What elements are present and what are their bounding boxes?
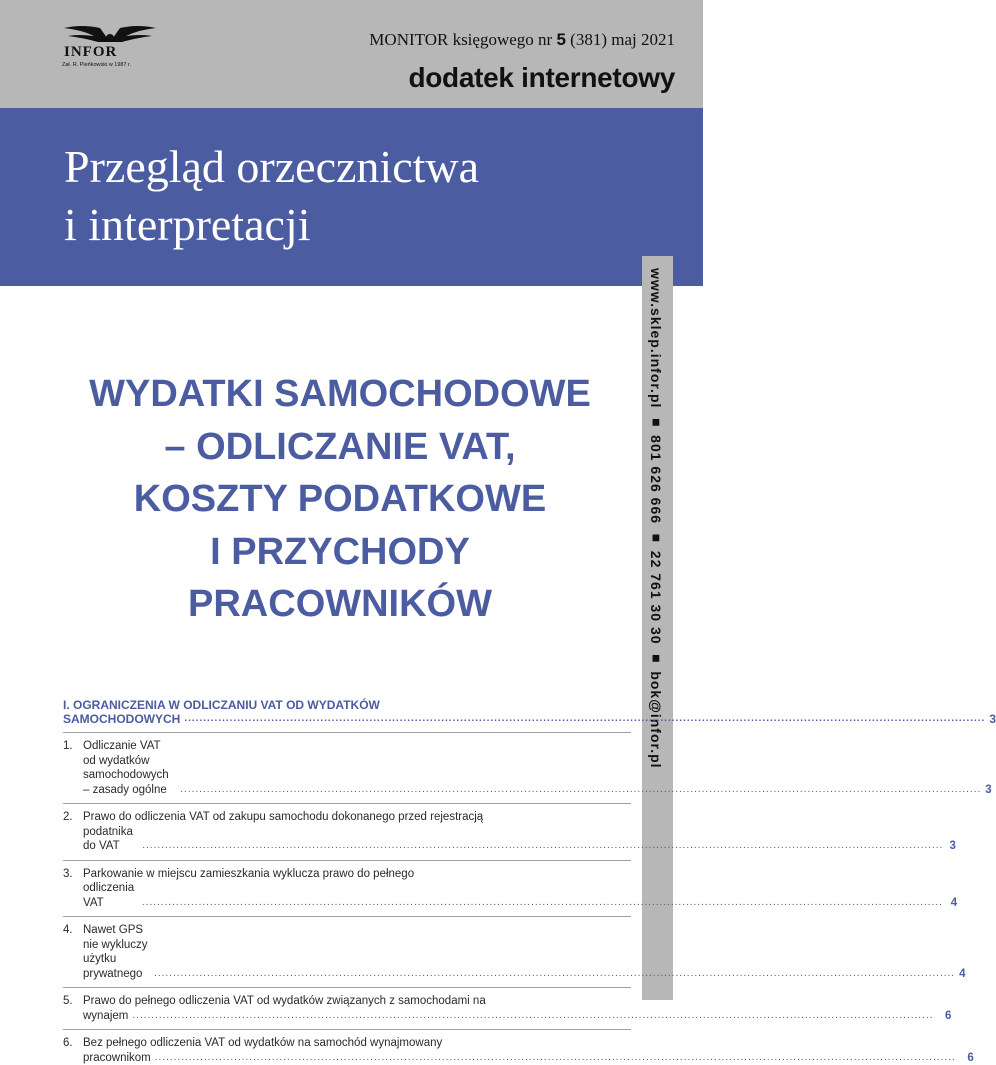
divider — [63, 987, 631, 988]
toc-page-number: 3 — [989, 712, 996, 726]
toc-section — [63, 698, 631, 726]
toc-item-text-cont: pracownikom — [83, 1051, 151, 1065]
issue-suffix: (381) maj 2021 — [570, 30, 675, 49]
toc-page-number: 6 — [937, 1009, 951, 1024]
toc-page-number: 3 — [985, 783, 991, 798]
toc-item — [63, 867, 631, 911]
main-title-line: I PRZYCHODY — [40, 526, 640, 579]
main-title-line: – ODLICZANIE VAT, — [40, 421, 640, 474]
leader-dots — [155, 1051, 956, 1065]
toc-item-number: 1. — [63, 739, 83, 797]
leader-dots — [184, 712, 985, 726]
logo-wordmark: INFOR — [64, 44, 117, 61]
toc-item-number: 2. — [63, 810, 83, 854]
toc-item — [63, 994, 631, 1023]
issue-line — [369, 30, 675, 50]
toc-item-text: Parkowanie w miejscu zamieszkania wyklucza prawo do pełnego — [83, 867, 957, 882]
toc-item-text-cont: odliczenia VAT — [83, 881, 138, 910]
toc-section-title-cont: SAMOCHODOWYCH — [63, 712, 180, 726]
divider — [63, 860, 631, 861]
toc-item-text: Nawet GPS nie wykluczy użytku prywatnego — [83, 923, 150, 981]
toc-item-text-cont: wynajem — [83, 1009, 128, 1024]
publication-title-line: i interpretacji — [64, 196, 664, 254]
toc-item-text: Bez pełnego odliczenia VAT od wydatków na samochód wynajmowany — [83, 1036, 974, 1051]
main-title-line: WYDATKI SAMOCHODOWE — [40, 368, 640, 421]
toc-item-number: 3. — [63, 867, 83, 911]
toc-page-number: 4 — [959, 967, 965, 982]
toc-item-number: 5. — [63, 994, 83, 1023]
toc-item — [63, 1036, 631, 1065]
issue-prefix: MONITOR księgowego nr — [369, 30, 552, 49]
toc-item-text: Odliczanie VAT od wydatków samochodowych – zasady ogólne — [83, 739, 176, 797]
contact-text: www.sklep.infor.pl ■ 801 626 666 ■ 22 761 30 30 ■ bok@infor.pl — [648, 268, 664, 769]
toc-item-number: 6. — [63, 1036, 83, 1065]
main-title — [40, 368, 640, 631]
toc-section-title: I. OGRANICZENIA W ODLICZANIU VAT OD WYDATKÓW — [63, 698, 631, 712]
toc-page-number: 4 — [947, 896, 957, 911]
divider — [63, 732, 631, 733]
toc-item-text: Prawo do pełnego odliczenia VAT od wydatków związanych z samochodami na — [83, 994, 951, 1009]
main-title-line: KOSZTY PODATKOWE — [40, 473, 640, 526]
leader-dots — [154, 967, 955, 982]
toc-item-text: Prawo do odliczenia VAT od zakupu samochodu dokonanego przed rejestracją — [83, 810, 956, 825]
supplement-label: dodatek internetowy — [408, 62, 675, 94]
toc-item — [63, 739, 631, 797]
publication-title — [64, 138, 664, 254]
main-title-line: PRACOWNIKÓW — [40, 578, 640, 631]
divider — [63, 916, 631, 917]
table-of-contents — [63, 698, 631, 1065]
eagle-wings-icon — [60, 22, 160, 46]
leader-dots — [142, 896, 943, 911]
divider — [63, 1029, 631, 1030]
toc-item-number: 4. — [63, 923, 83, 981]
infor-logo — [60, 22, 160, 72]
toc-item — [63, 810, 631, 854]
toc-item-text-cont: podatnika do VAT — [83, 825, 138, 854]
logo-tagline: Zał. R. Pieńkowski w 1987 r. — [62, 62, 131, 68]
issue-number: 5 — [556, 30, 565, 49]
leader-dots — [142, 839, 943, 854]
toc-item — [63, 923, 631, 981]
toc-page-number: 3 — [947, 839, 956, 854]
leader-dots — [132, 1009, 933, 1024]
toc-page-number: 6 — [960, 1051, 974, 1065]
leader-dots — [180, 783, 981, 798]
divider — [63, 803, 631, 804]
publication-title-line: Przegląd orzecznictwa — [64, 138, 664, 196]
